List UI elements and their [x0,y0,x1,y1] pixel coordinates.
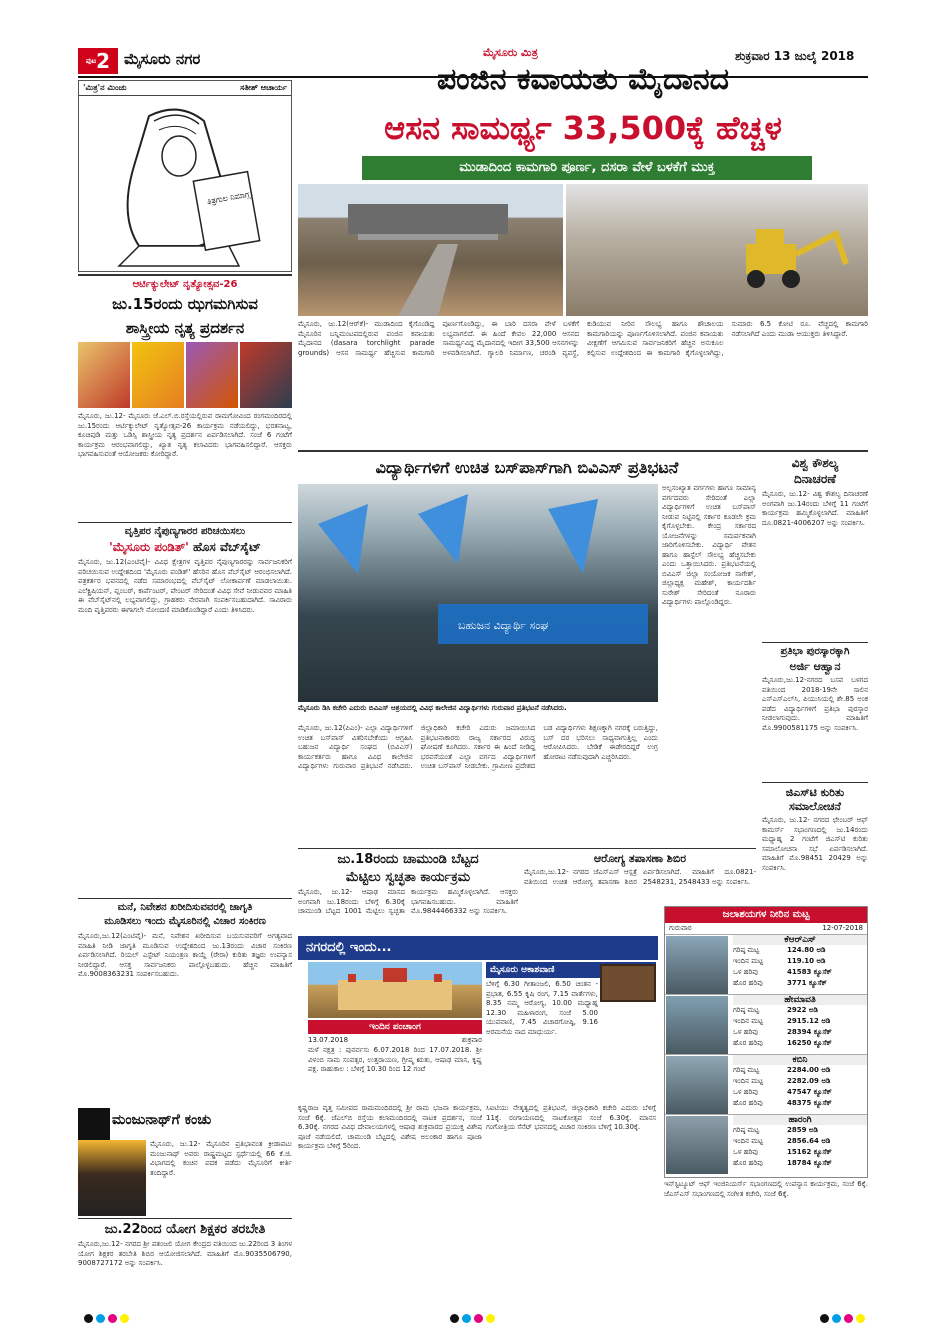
dam-photo [666,1056,728,1114]
dam-row-label: ಹೊರ ಹರಿವು [733,1099,763,1107]
divider [78,522,292,523]
dam-photo [666,1116,728,1174]
kanthu-photo [78,1140,146,1216]
panchanga-date: 13.07.2018 [308,1036,349,1044]
dams-date-row [665,923,867,934]
dam-row-value: 124.80 ಅಡಿ [787,946,826,954]
radio-icon [600,964,656,1002]
awareness-body: ಮೈಸೂರು,ಜು.12(ಎಂಟಿವೈ)- ಮನೆ, ನಿವೇಶನ ಖರೀದಿಸುವ ಬಯಸುವವರಿಗೆ ಅಗತ್ಯವಾದ ಮಾಹಿತಿ ನೀಡಿ ಜಾಗೃತಿ ಮೂಡಿಸುವ ಉದ್ದೇಶದಿಂದ ಜು.13ರಂದು ವಿಚಾರ ಸಂಕಿರಣ ಏರ್ಪಡಿಸಲಾಗಿದೆ. ರಿಯಲ್ ಎಸ್ಟೇಟ್ ನಿಯಂತ್ರಣ ಕಾಯ್ದೆ (ರೇರಾ) ಕುರಿತು ತಜ್ಞರು ಉಪನ್ಯಾಸ ನೀಡಲಿದ್ದಾರೆ. ಆಸಕ್ತ ಸಾರ್ವಜನಿಕರು ಪಾಲ್ಗೊಳ್ಳಬಹುದು. ಹೆಚ್ಚಿನ ಮಾಹಿತಿಗೆ ಮೊ.9008363231 ಸಂಪರ್ಕಿಸಬಹುದು. [78,932,292,978]
dam-row [733,1136,867,1147]
gst-headline-2: ಸಮಾಲೋಚನೆ [788,800,841,813]
dam-row-value: 18784 ಕ್ಯೂಸೆಕ್ [787,1159,832,1167]
website-headline-suffix: ಹೊಸ ವೆಬ್‌ಸೈಟ್ [192,540,261,554]
dam-row-label: ಹೊರ ಹರಿವು [733,1039,763,1047]
lead-headline-2: ಆಸನ ಸಾಮರ್ಥ್ಯ 33,500ಕ್ಕೆ ಹೆಚ್ಚಳ [384,109,782,147]
lead-headline-1: ಪಂಜಿನ ಕವಾಯತು ಮೈದಾನದ [437,62,729,97]
pratibha-body: ಮೈಸೂರು,ಜು.12-ನಗರದ ಬಸವ ಬಳಗದ ವತಿಯಿಂದ 2018-19ನೇ ಸಾಲಿನ ಎಸ್‌ಎಸ್‌ಎಲ್‌ಸಿ, ಪಿಯುಸಿಯಲ್ಲಿ ಶೇ.85 ಅಂಕ ಪಡೆದ ವಿದ್ಯಾರ್ಥಿಗಳಿಗೆ ಪ್ರತಿಭಾ ಪುರಸ್ಕಾರ ನೀಡಲಾಗುವುದು. ಮಾಹಿತಿಗೆ ಮೊ.9900581175 ಅನ್ನು ಸಂಪರ್ಕಿಸಿ. [762,676,868,732]
chamundi-headline-2: ಮೆಟ್ಟಿಲು ಸ್ವಚ್ಛತಾ ಕಾರ್ಯಕ್ರಮ [345,870,471,885]
dam-row-label: ಇಂದಿನ ಮಟ್ಟ [733,957,764,965]
dams-date: 12-07-2018 [822,924,863,932]
dam-row [733,967,867,978]
divider [298,450,868,452]
dance-body: ಮೈಸೂರು, ಜು.12- ಮೈಸೂರು ಜೆ.ಎಲ್.ಬಿ.ರಸ್ತೆಯಲ್ಲಿರುವ ರಾಮಗೋವಿಂದ ರಂಗಮಂದಿರದಲ್ಲಿ ಜು.15ರಂದು ಆರ್ಟಿಕ್ಯುಲೇಟ್ ನೃತ್ಯೋತ್ಸವ-26 ಕಾರ್ಯಕ್ರಮ ನಡೆಯಲಿದ್ದು, ಭರತನಾಟ್ಯ, ಕೂಚಿಪುಡಿ ಮತ್ತು ಒಡಿಸ್ಸಿ ಶಾಸ್ತ್ರೀಯ ನೃತ್ಯ ಪ್ರದರ್ಶನ ಏರ್ಪಡಿಸಲಾಗಿದೆ. ಸಂಜೆ 6 ಗಂಟೆಗೆ ಕಾರ್ಯಕ್ರಮ ಆರಂಭವಾಗಲಿದ್ದು, ಖ್ಯಾತ ನೃತ್ಯ ಕಲಾವಿದರು ಭಾಗವಹಿಸಲಿದ್ದಾರೆ. ಆಸಕ್ತರು ಭಾಗವಹಿಸುವಂತೆ ಆಯೋಜಕರು ಕೋರಿದ್ದಾರೆ. [78,412,292,458]
dam-row-value: 119.10 ಅಡಿ [787,957,826,965]
dam-row [733,945,867,956]
bvs-photo [298,484,658,702]
awareness-headline-2: ಮೂಡಿಸಲು ಇಂದು ಮೈಸೂರಿನಲ್ಲಿ ವಿಚಾರ ಸಂಕಿರಣ [104,916,266,927]
divider [762,782,868,783]
dam-row [733,1087,867,1098]
vishwa-headline-2: ದಿನಾಚರಣೆ [794,472,836,486]
dance-kicker: ಆರ್ಟಿಕ್ಯುಲೇಟ್ ನೃತ್ಯೋತ್ಸವ-26 [132,279,238,290]
dam-row [733,1065,867,1076]
lead-subhead: ಮುಡಾದಿಂದ ಕಾಮಗಾರಿ ಪೂರ್ಣ, ದಸರಾ ವೇಳೆ ಬಳಕೆಗೆ ಮುಕ್ತ [362,156,812,180]
dam-row [733,1158,867,1169]
kanthu-body: ಮೈಸೂರು, ಜು.12- ಮೈಸೂರಿನ ಪ್ರತಿಭಾವಂತ ಕ್ರೀಡಾಪಟು ಮಂಜುನಾಥ್ ಅವರು ರಾಷ್ಟ್ರಮಟ್ಟದ ಸ್ಪರ್ಧೆಯಲ್ಲಿ 66 ಕೆ.ಜಿ. ವಿಭಾಗದಲ್ಲಿ ಕಂಚಿನ ಪದಕ ಪಡೆದು ಮೈಸೂರಿಗೆ ಕೀರ್ತಿ ತಂದಿದ್ದಾರೆ. [150,1140,292,1177]
events-body: ಕೃಷ್ಣರಾಜ ವೃತ್ತ ಸಮೀಪದ ರಾಮಮಂದಿರದಲ್ಲಿ ಶ್ರೀ ರಾಮ ಭಜನಾ ಕಾರ್ಯಕ್ರಮ, ಸಂಜೆ 6ಕ್ಕೆ. ಜೆಎಲ್‌ಬಿ ರಸ್ತೆಯ ಕಲಾಮಂದಿರದಲ್ಲಿ ನಾಟಕ ಪ್ರದರ್ಶನ, ಸಂಜೆ 6.30ಕ್ಕೆ. ನಗರದ ವಿವಿಧ ದೇವಾಲಯಗಳಲ್ಲಿ ಆಷಾಢ ಶುಕ್ರವಾರದ ಪ್ರಯುಕ್ತ ವಿಶೇಷ ಪೂಜೆ ನಡೆಯಲಿದೆ. ಚಾಮುಂಡಿ ಬೆಟ್ಟದಲ್ಲಿ ವಿಶೇಷ ಅಲಂಕಾರ ಹಾಗೂ ಪೂಜಾ ಕಾರ್ಯಕ್ರಮ ಬೆಳಿಗ್ಗೆ 5ರಿಂದ. [298,1104,482,1150]
dam-row-value: 28394 ಕ್ಯೂಸೆಕ್ [787,1028,832,1036]
dam-row-label: ಗರಿಷ್ಠ ಮಟ್ಟ [733,1066,760,1074]
panchanga-title: ಇಂದಿನ ಪಂಚಾಂಗ [308,1020,482,1034]
dance-photo [78,342,130,408]
pratibha-headline-1: ಪ್ರತಿಭಾ ಪುರಸ್ಕಾರಕ್ಕಾಗಿ [780,646,850,657]
events-body-2: ಸಿಐಟಿಯು ನೇತೃತ್ವದಲ್ಲಿ ಪ್ರತಿಭಟನೆ, ಜಿಲ್ಲಾಧಿಕಾರಿ ಕಚೇರಿ ಎದುರು ಬೆಳಿಗ್ಗೆ 11ಕ್ಕೆ. ರಂಗಾಯಣದಲ್ಲಿ ನಾಟಕೋತ್ಸವ ಸಂಜೆ 6.30ಕ್ಕೆ. ಮಾನಸ ಗಂಗೋತ್ರಿಯ ಸೆನೆಟ್ ಭವನದಲ್ಲಿ ವಿಚಾರ ಸಂಕಿರಣ ಬೆಳಿಗ್ಗೆ 10.30ಕ್ಕೆ. [486,1104,656,1131]
health-headline: ಆರೋಗ್ಯ ತಪಾಸಣಾ ಶಿಬಿರ [593,852,687,865]
yoga-body: ಮೈಸೂರು,ಜು.12- ನಗರದ ಶ್ರೀ ಪತಂಜಲಿ ಯೋಗ ಕೇಂದ್ರದ ವತಿಯಿಂದ ಜು.22ರಿಂದ 3 ತಿಂಗಳ ಯೋಗ ಶಿಕ್ಷಕರ ತರಬೇತಿ ಶಿಬಿರ ಆಯೋಜಿಸಲಾಗಿದೆ. ಮಾಹಿತಿಗೆ ಮೊ.9035506790, 9008727172 ಅನ್ನು ಸಂಪರ್ಕಿಸಿ. [78,1240,292,1267]
website-headline-1: ವೃತ್ತಿಪರ ನೈಪುಣ್ಯಗಾರರ ಪರಿಚಯಿಸಲು [124,526,246,537]
awareness-headline-1: ಮನೆ, ನಿವೇಶನ ಖರೀದಿಸುವವರಲ್ಲಿ ಜಾಗೃತಿ [117,902,253,913]
dam-row-value: 2284.00 ಅಡಿ [787,1066,831,1074]
dam-name: ಹೇಮಾವತಿ [733,995,867,1005]
page-number-badge [78,48,118,74]
lead-photo-2 [566,184,868,316]
cartoon-title: 'ಮಿತ್ರ'ನ ಮಿಂಚು [83,83,127,92]
health-body: ಮೈಸೂರು,ಜು.12- ನಗರದ ಜೆಎಸ್‌ಎಸ್ ಆಸ್ಪತ್ರೆ ವತಿಯಿಂದ ಉಚಿತ ಆರೋಗ್ಯ ತಪಾಸಣಾ ಶಿಬಿರ ಏರ್ಪಡಿಸಲಾಗಿದೆ. ಮಾಹಿತಿಗೆ ದೂ.0821-2548231, 2548433 ಅನ್ನು ಸಂಪರ್ಕಿಸಿ. [524,868,756,886]
dam-row [733,978,867,989]
gst-body: ಮೈಸೂರು, ಜು.12- ನಗರದ ಛೇಂಬರ್ ಆಫ್ ಕಾಮರ್ಸ್ ಸಭಾಂಗಣದಲ್ಲಿ ಜು.14ರಂದು ಮಧ್ಯಾಹ್ನ 2 ಗಂಟೆಗೆ ಜಿಎಸ್‌ಟಿ ಕುರಿತು ಸಮಾಲೋಚನಾ ಸಭೆ ಏರ್ಪಡಿಸಲಾಗಿದೆ. ಮಾಹಿತಿಗೆ ಮೊ.98451 20429 ಅನ್ನು ಸಂಪರ್ಕಿಸಿ. [762,816,868,872]
dam-name: ಕೆಆರ್‌ಎಸ್ [733,935,867,945]
dam-row-label: ಒಳ ಹರಿವು [733,968,758,976]
panchanga-day: ಶುಕ್ರವಾರ [461,1036,482,1044]
dam-row-label: ಗರಿಷ್ಠ ಮಟ್ಟ [733,946,760,954]
page-label: ಪುಟ [85,57,97,65]
lead-photo-1 [298,184,563,316]
dam-row-label: ಗರಿಷ್ಠ ಮಟ್ಟ [733,1126,760,1134]
dam-block [665,994,867,1054]
dam-row-label: ಹೊರ ಹರಿವು [733,979,763,987]
dam-block [665,1054,867,1114]
divider [762,642,868,643]
divider [78,274,292,276]
section-title: ಮೈಸೂರು ನಗರ [124,50,201,68]
dam-row-value: 15162 ಕ್ಯೂಸೆಕ್ [787,1148,832,1156]
dam-row [733,1005,867,1016]
dam-row [733,1125,867,1136]
dam-row-label: ಒಳ ಹರಿವು [733,1088,758,1096]
bvs-caption: ಮೈಸೂರು ಡಿಸಿ ಕಚೇರಿ ಎದುರು ಬಿವಿಎಸ್ ಆಶ್ರಯದಲ್ಲಿ ವಿವಿಧ ಕಾಲೇಜಿನ ವಿದ್ಯಾರ್ಥಿಗಳು ಗುರುವಾರ ಪ್ರತಿಭಟನೆ ನಡೆಸಿದರು. [298,704,567,712]
dam-row-value: 3771 ಕ್ಯೂಸೆಕ್ [787,979,827,987]
bvs-headline: ವಿದ್ಯಾರ್ಥಿಗಳಿಗೆ ಉಚಿತ ಬಸ್‌ಪಾಸ್‌ಗಾಗಿ ಬಿವಿಎಸ್ ಪ್ರತಿಭಟನೆ [375,458,679,477]
dance-photo [132,342,184,408]
dam-photo [666,996,728,1054]
vishwa-body: ಮೈಸೂರು, ಜು.12- ವಿಶ್ವ ಕೌಶಲ್ಯ ದಿನಾಚರಣೆ ಅಂಗವಾಗಿ ಜು.14ರಂದು ಬೆಳಿಗ್ಗೆ 11 ಗಂಟೆಗೆ ಕಾರ್ಯಕ್ರಮ ಹಮ್ಮಿಕೊಳ್ಳಲಾಗಿದೆ. ಮಾಹಿತಿಗೆ ದೂ.0821-4006207 ಅನ್ನು ಸಂಪರ್ಕಿಸಿ. [762,490,868,527]
registration-marks [450,1308,498,1327]
dam-row-value: 2282.09 ಅಡಿ [787,1077,831,1085]
palace-photo [308,962,482,1018]
dam-row [733,1027,867,1038]
lead-body: ಮೈಸೂರು, ಜು.12(ಆರ್‌ಕೆ)- ಮುಡಾದಿಂದ ಕೈಗೊಂಡಿದ್ದ ಮೈಸೂರಿನ ಬನ್ನಿಮಂಟಪದಲ್ಲಿರುವ ಪಂಜಿನ ಕವಾಯತು ಮೈದಾನದ (dasara torchlight parade grounds) ಆಸನ ಸಾಮರ್ಥ್ಯ ಹೆಚ್ಚಿಸುವ ಕಾಮಗಾರಿ ಪೂರ್ಣಗೊಂಡಿದ್ದು, ಈ ಬಾರಿ ದಸರಾ ವೇಳೆ ಬಳಕೆಗೆ ಲಭ್ಯವಾಗಲಿದೆ. ಈ ಹಿಂದೆ ಕೇವಲ 22,000 ಆಸನದ ಸಾಮರ್ಥ್ಯವಿದ್ದ ಮೈದಾನದಲ್ಲಿ ಇದೀಗ 33,500 ಆಸನಗಳನ್ನು ಅಳವಡಿಸಲಾಗಿದೆ. ಗ್ಯಾಲರಿ ನಿರ್ಮಾಣ, ಚರಂಡಿ ವ್ಯವಸ್ಥೆ, ಕುಡಿಯುವ ನೀರಿನ ಸೌಲಭ್ಯ ಹಾಗೂ ಶೌಚಾಲಯ ಕಾಮಗಾರಿಯನ್ನು ಪೂರ್ಣಗೊಳಿಸಲಾಗಿದೆ. ಪಂಜಿನ ಕವಾಯತು ವೀಕ್ಷಣೆಗೆ ಆಗಮಿಸುವ ಸಾರ್ವಜನಿಕರಿಗೆ ಹೆಚ್ಚಿನ ಅನುಕೂಲ ಕಲ್ಪಿಸುವ ಉದ್ದೇಶದಿಂದ ಈ ಕಾಮಗಾರಿ ಕೈಗೊಳ್ಳಲಾಗಿದ್ದು, ಸುಮಾರು 6.5 ಕೋಟಿ ರೂ. ವೆಚ್ಚದಲ್ಲಿ ಕಾಮಗಾರಿ ನಡೆಸಲಾಗಿದೆ ಎಂದು ಮುಡಾ ಆಯುಕ್ತರು ತಿಳಿಸಿದ್ದಾರೆ. [298,320,868,357]
radio-body: ಬೆಳಿಗ್ಗೆ 6.30 ಗೀತಾಂಜಲಿ, 6.50 ಚಿಂತನ - ಪ್ರಭಾತ, 6.55 ಕೃಷಿ ರಂಗ, 7.15 ವಾರ್ತೆಗಳು, 8.35 ನಮ್ಮ ಆರೋಗ್ಯ, 10.00 ಮಧ್ಯಾಹ್ನ 12.30 ಮಹಿಳಾರಂಗ, ಸಂಜೆ 5.00 ಯುವವಾಣಿ, 7.45 ವಿಚಾರಗೋಷ್ಠಿ, 9.16 ಅರಮನೆಯ ನಾದ ಮಾಧುರ್ಯ. [486,980,598,1036]
dam-row-value: 2859 ಅಡಿ [787,1126,818,1134]
dams-day: ಗುರುವಾರ [669,924,692,932]
dam-name: ಹಾರಂಗಿ [733,1115,867,1125]
dam-row-label: ಗರಿಷ್ಠ ಮಟ್ಟ [733,1006,760,1014]
dam-block [665,934,867,994]
dam-row-value: 2922 ಅಡಿ [787,1006,818,1014]
website-headline-brand: 'ಮೈಸೂರು ಪಂಡಿತ್' [109,540,189,554]
dam-name: ಕಬಿನಿ [733,1055,867,1065]
city-today-title: ನಗರದಲ್ಲಿ ಇಂದು... [298,936,658,960]
panchanga-date-row [308,1036,482,1045]
gst-headline-1: ಜಿಎಸ್‌ಟಿ ಕುರಿತು [785,786,845,799]
dam-row [733,1038,867,1049]
dam-row-value: 41583 ಕ್ಯೂಸೆಕ್ [787,968,832,976]
pratibha-headline-2: ಅರ್ಜಿ ಆಹ್ವಾನ [789,660,841,673]
issue-date: ಶುಕ್ರವಾರ 13 ಜುಲೈ 2018 [735,49,855,63]
dam-photo [666,936,728,994]
cartoon-paper-text: ತಿತ್ರಗುಲ ನಿಮಾಗ್ಗ [206,189,251,207]
events-body-3: ಇನ್‌ಸ್ಟಿಟ್ಯೂಟ್ ಆಫ್ ಇಂಜಿನಿಯರ್ಸ್ ಸಭಾಂಗಣದಲ್ಲಿ ಉಪನ್ಯಾಸ ಕಾರ್ಯಕ್ರಮ, ಸಂಜೆ 6ಕ್ಕೆ. ಜೆಎಸ್‌ಎಸ್ ಸಭಾಂಗಣದಲ್ಲಿ ಸಂಗೀತ ಕಚೇರಿ, ಸಂಜೆ 6ಕ್ಕೆ. [664,1180,868,1198]
dam-row-label: ಒಳ ಹರಿವು [733,1028,758,1036]
dam-list [665,934,867,1174]
kanthu-headline: ಮಂಜುನಾಥ್‌ಗೆ ಕಂಚು [112,1112,212,1128]
dance-photo [240,342,292,408]
dam-row-value: 16250 ಕ್ಯೂಸೆಕ್ [787,1039,832,1047]
dam-row-value: 48375 ಕ್ಯೂಸೆಕ್ [787,1099,832,1107]
dam-row-label: ಹೊರ ಹರಿವು [733,1159,763,1167]
vishwa-headline-1: ವಿಶ್ವ ಕೌಶಲ್ಯ [791,456,839,470]
dams-panel [664,906,868,1178]
dam-row-value: 2915.12 ಅಡಿ [787,1017,831,1025]
dam-row [733,1016,867,1027]
radio-title: ಮೈಸೂರು ಆಕಾಶವಾಣಿ [486,962,656,978]
chamundi-headline-1: ಜು.18ರಂದು ಚಾಮುಂಡಿ ಬೆಟ್ಟದ [337,852,479,867]
divider [78,898,292,899]
masthead: ಮೈಸೂರು ಮಿತ್ರ [483,46,538,59]
dance-headline-1: ಜು.15ರಂದು ಝಗಮಗಿಸುವ [112,295,258,313]
dam-row [733,956,867,967]
dams-title: ಜಲಾಶಯಗಳ ನೀರಿನ ಮಟ್ಟ [665,907,867,923]
registration-marks [84,1308,132,1327]
divider [78,1218,292,1219]
dance-headline-2: ಶಾಸ್ತ್ರೀಯ ನೃತ್ಯ ಪ್ರದರ್ಶನ [125,319,245,337]
bvs-body-continued: ಅಲ್ಪಸಂಖ್ಯಾತ ವರ್ಗಗಳು ಹಾಗೂ ಸಾಮಾನ್ಯ ವರ್ಗದವರು ಸೇರಿದಂತೆ ಎಲ್ಲಾ ವಿದ್ಯಾರ್ಥಿಗಳಿಗೆ ಉಚಿತ ಬಸ್‌ಪಾಸ್ ನೀಡುವ ನಿಟ್ಟಿನಲ್ಲಿ ಸರ್ಕಾರ ಕೂಡಲೇ ಕ್ರಮ ಕೈಗೊಳ್ಳಬೇಕು. ಕೇಂದ್ರ ಸರ್ಕಾರದ ಯೋಜನೆಗಳನ್ನು ಸಮರ್ಪಕವಾಗಿ ಜಾರಿಗೊಳಿಸಬೇಕು. ವಿದ್ಯಾರ್ಥಿ ವೇತನ ಹಾಗೂ ಹಾಸ್ಟೆಲ್ ಸೌಲಭ್ಯ ಹೆಚ್ಚಿಸಬೇಕು ಎಂದು ಒತ್ತಾಯಿಸಿದರು. ಪ್ರತಿಭಟನೆಯಲ್ಲಿ ಬಿವಿಎಸ್ ಜಿಲ್ಲಾ ಸಂಯೋಜಕ ನಾಗೇಶ್, ಜಿಲ್ಲಾಧ್ಯಕ್ಷ ಮಹೇಶ್, ಕಾರ್ಯದರ್ಶಿ ಸುರೇಶ್ ಸೇರಿದಂತೆ ನೂರಾರು ವಿದ್ಯಾರ್ಥಿಗಳು ಪಾಲ್ಗೊಂಡಿದ್ದರು. [662,484,756,606]
dam-row-label: ಇಂದಿನ ಮಟ್ಟ [733,1017,764,1025]
bvs-body: ಮೈಸೂರು, ಜು.12(ಪಿಎಂ)- ಎಲ್ಲಾ ವಿದ್ಯಾರ್ಥಿಗಳಿಗೆ ಉಚಿತ ಬಸ್‌ಪಾಸ್ ವಿತರಿಸಬೇಕೆಂದು ಆಗ್ರಹಿಸಿ ಬಹುಜನ ವಿದ್ಯಾರ್ಥಿ ಸಂಘದ (ಬಿವಿಎಸ್) ಕಾರ್ಯಕರ್ತರು ಹಾಗೂ ವಿವಿಧ ಕಾಲೇಜಿನ ವಿದ್ಯಾರ್ಥಿಗಳು ಗುರುವಾರ ಪ್ರತಿಭಟನೆ ನಡೆಸಿದರು. ಜಿಲ್ಲಾಧಿಕಾರಿ ಕಚೇರಿ ಎದುರು ಜಮಾಯಿಸಿದ ಪ್ರತಿಭಟನಾಕಾರರು ರಾಜ್ಯ ಸರ್ಕಾರದ ವಿರುದ್ಧ ಘೋಷಣೆ ಕೂಗಿದರು. ಸರ್ಕಾರ ಈ ಹಿಂದೆ ನೀಡಿದ್ದ ಭರವಸೆಯಂತೆ ಎಲ್ಲಾ ವರ್ಗದ ವಿದ್ಯಾರ್ಥಿಗಳಿಗೆ ಉಚಿತ ಬಸ್‌ಪಾಸ್ ನೀಡಬೇಕು. ಗ್ರಾಮೀಣ ಪ್ರದೇಶದ ಬಡ ವಿದ್ಯಾರ್ಥಿಗಳು ಶಿಕ್ಷಣಕ್ಕಾಗಿ ನಗರಕ್ಕೆ ಬರುತ್ತಿದ್ದು, ಬಸ್ ದರ ಭರಿಸಲು ಸಾಧ್ಯವಾಗುತ್ತಿಲ್ಲ ಎಂದು ಆರೋಪಿಸಿದರು. ಬೇಡಿಕೆ ಈಡೇರದಿದ್ದರೆ ಉಗ್ರ ಹೋರಾಟ ನಡೆಸುವುದಾಗಿ ಎಚ್ಚರಿಸಿದರು. [298,724,658,770]
chamundi-body: ಮೈಸೂರು, ಜು.12- ಆಷಾಢ ಮಾಸದ ಅಂಗವಾಗಿ ಜು.18ರಂದು ಬೆಳಿಗ್ಗೆ 6.30ಕ್ಕೆ ಚಾಮುಂಡಿ ಬೆಟ್ಟದ 1001 ಮೆಟ್ಟಿಲು ಸ್ವಚ್ಛತಾ ಕಾರ್ಯಕ್ರಮ ಹಮ್ಮಿಕೊಳ್ಳಲಾಗಿದೆ. ಆಸಕ್ತರು ಭಾಗವಹಿಸಬಹುದು. ಮಾಹಿತಿಗೆ ಮೊ.9844466332 ಅನ್ನು ಸಂಪರ್ಕಿಸಿ. [298,888,518,915]
dam-row-value: 2856.64 ಅಡಿ [787,1137,831,1145]
cartoon-credit: ಸತೀಶ್ ಆಚಾರ್ಯ [240,83,287,92]
dance-photo [186,342,238,408]
dam-block [665,1114,867,1174]
website-headline-2 [78,540,292,555]
dam-row-label: ಇಂದಿನ ಮಟ್ಟ [733,1077,764,1085]
registration-marks [820,1308,868,1327]
dam-row-value: 47547 ಕ್ಯೂಸೆಕ್ [787,1088,832,1096]
dam-row [733,1147,867,1158]
divider [298,848,756,849]
dam-row-label: ಒಳ ಹರಿವು [733,1148,758,1156]
dance-photos [78,342,292,408]
bvs-banner-text: ಬಹುಜನ ವಿದ್ಯಾರ್ಥಿ ಸಂಘ [458,619,549,632]
kanthu-accent [78,1108,110,1140]
dam-row [733,1098,867,1109]
cartoon-illustration [79,96,291,272]
dam-row-label: ಇಂದಿನ ಮಟ್ಟ [733,1137,764,1145]
panchanga-body: ಮಳೆ ನಕ್ಷತ್ರ : ಪುನರ್ವಸು 6.07.2018 ರಿಂದ 17.07.2018. ಶ್ರೀ ವಿಳಂಬಿ ನಾಮ ಸಂವತ್ಸರ, ಉತ್ತರಾಯಣ, ಗ್ರೀಷ್ಮ ಋತು, ಆಷಾಢ ಮಾಸ, ಕೃಷ್ಣ ಪಕ್ಷ. ರಾಹುಕಾಲ : ಬೆಳಿಗ್ಗೆ 10.30 ರಿಂದ 12 ಗಂಟೆ [308,1046,482,1073]
yoga-headline: ಜು.22ರಿಂದ ಯೋಗ ಶಿಕ್ಷಕರ ತರಬೇತಿ [104,1222,266,1237]
website-body: ಮೈಸೂರು, ಜು.12(ಎಂಟಿವೈ)- ವಿವಿಧ ಕ್ಷೇತ್ರಗಳ ವೃತ್ತಿಪರ ನೈಪುಣ್ಯಗಾರರನ್ನು ಸಾರ್ವಜನಿಕರಿಗೆ ಪರಿಚಯಿಸುವ ಉದ್ದೇಶದಿಂದ 'ಮೈಸೂರು ಪಂಡಿತ್' ಹೆಸರಿನ ಹೊಸ ವೆಬ್‌ಸೈಟ್ ಆರಂಭಿಸಲಾಗಿದೆ. ಪತ್ರಕರ್ತರ ಭವನದಲ್ಲಿ ನಡೆದ ಸಮಾರಂಭದಲ್ಲಿ ವೆಬ್‌ಸೈಟ್ ಲೋಕಾರ್ಪಣೆ ಮಾಡಲಾಯಿತು. ಎಲೆಕ್ಟ್ರಿಷಿಯನ್, ಪ್ಲಂಬರ್, ಕಾರ್ಪೆಂಟರ್, ಪೇಂಟರ್ ಸೇರಿದಂತೆ ವಿವಿಧ ಸೇವೆ ನೀಡುವವರ ಮಾಹಿತಿ ಈ ವೆಬ್‌ಸೈಟ್‌ನಲ್ಲಿ ಲಭ್ಯವಾಗಲಿದ್ದು, ಗ್ರಾಹಕರು ನೇರವಾಗಿ ಸಂಪರ್ಕಿಸಬಹುದಾಗಿದೆ. ಸಾವಿರಾರು ಮಂದಿ ವೃತ್ತಿಪರರು ಈಗಾಗಲೇ ನೋಂದಣಿ ಮಾಡಿಕೊಂಡಿದ್ದಾರೆ ಎಂದು ತಿಳಿಸಿದರು. [78,558,292,614]
cartoon-box [78,80,292,272]
dam-row [733,1076,867,1087]
page-number: 2 [96,49,111,73]
